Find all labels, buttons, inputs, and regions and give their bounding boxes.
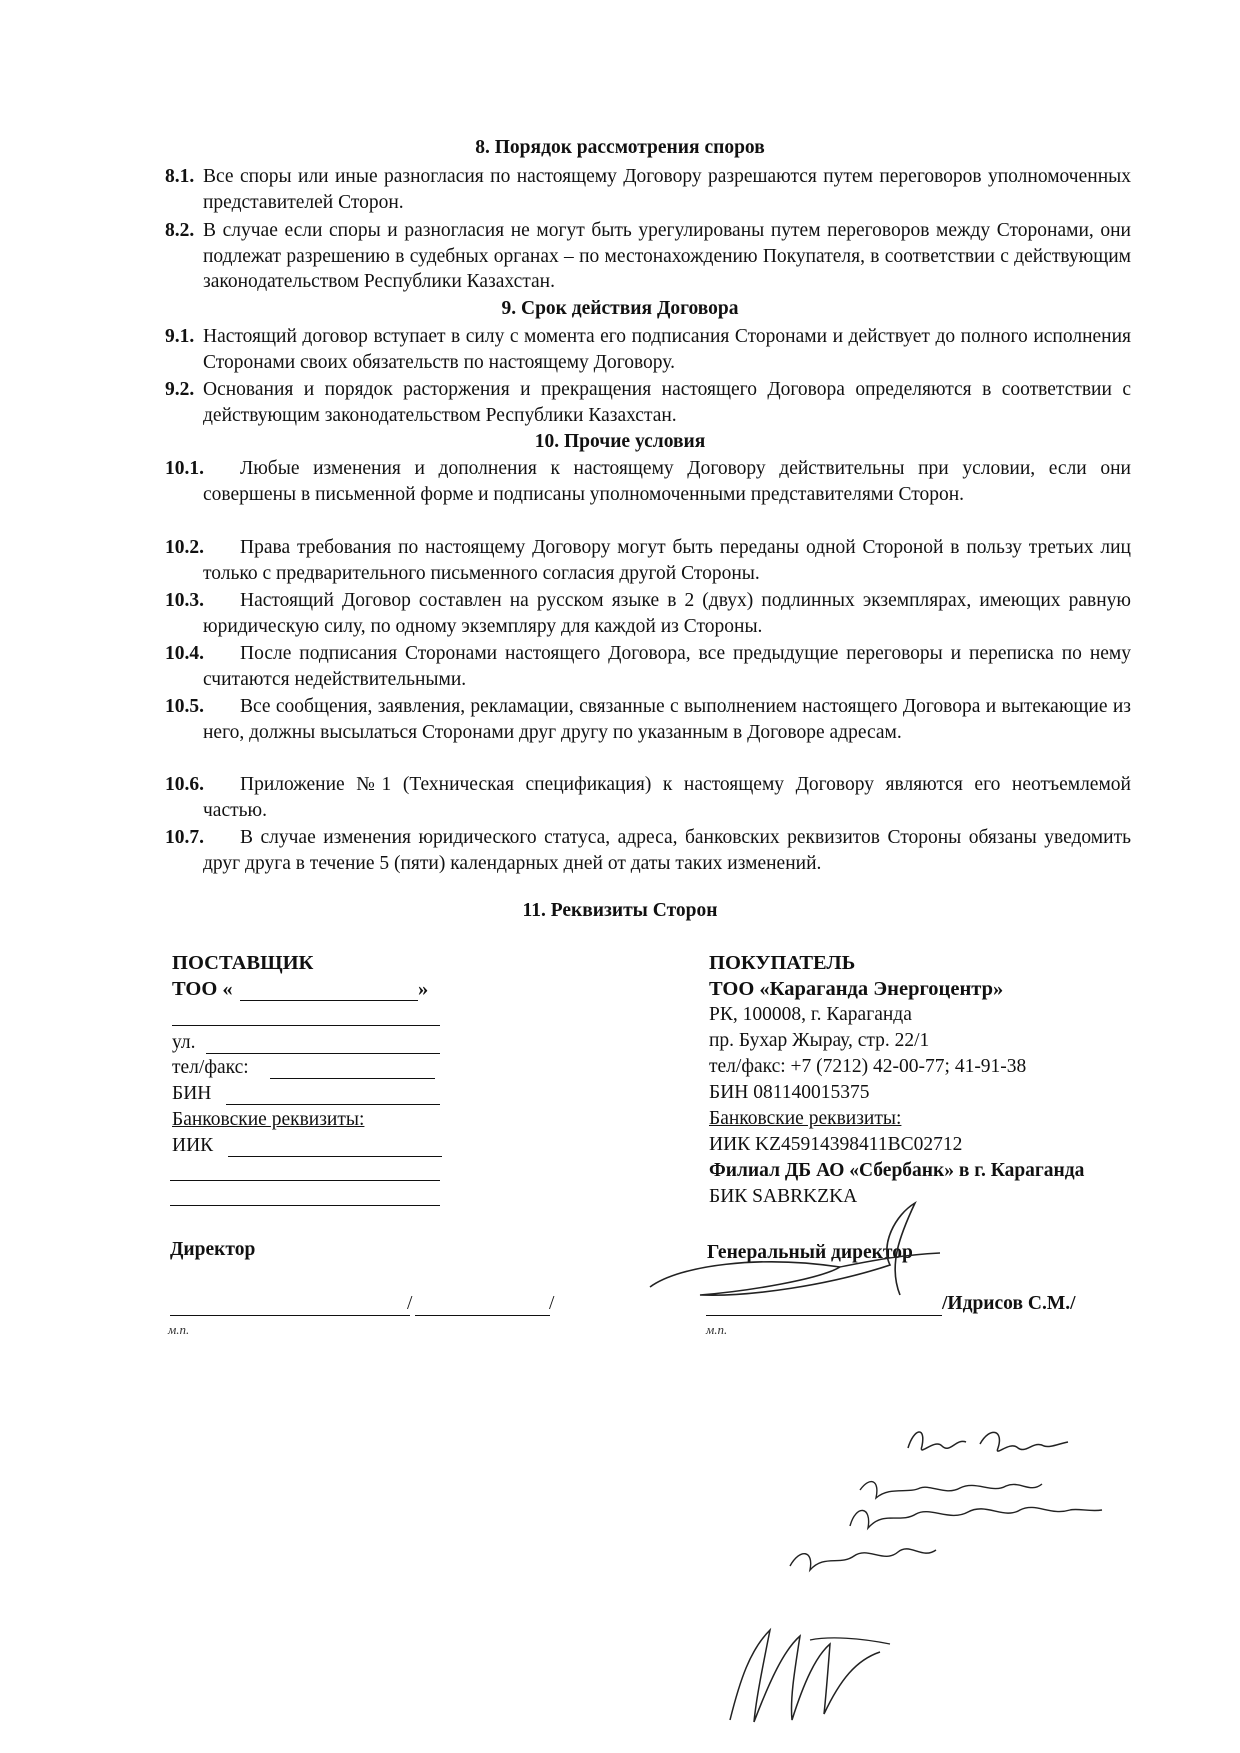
supplier-iik-line (228, 1156, 442, 1157)
supplier-street-line (206, 1053, 440, 1054)
buyer-signer-name: /Идрисов С.М./ (942, 1293, 1076, 1314)
clause-number: 10.5. (165, 696, 204, 717)
buyer-org: ТОО «Караганда Энергоцентр» (709, 978, 1004, 1000)
supplier-org-open: ТОО « (172, 978, 233, 1000)
handwritten-signature-bottom-icon (700, 1610, 900, 1730)
clause-9-2 (165, 377, 1131, 428)
clause-9-1 (165, 324, 1131, 375)
clause-text: В случае изменения юридического статуса, адреса, банковских реквизитов Стороны обязаны уведомить друг друга в течение 5 (пяти) календарных дней от даты таких изменений. (203, 827, 1131, 874)
clause-text: В случае если споры и разногласия не могут быть урегулированы путем переговоров между Сторонами, они подлежат разрешению в судебных органах – по местонахождению Покупателя, в соответствии с действующим законодательством Республики Казахстан. (203, 220, 1131, 292)
supplier-bin-label: БИН (172, 1083, 212, 1104)
clause-text: Права требования по настоящему Договору могут быть переданы одной Стороной в пользу третьих лиц только с предварительного письменного согласия другой Стороны. (203, 537, 1131, 584)
section-8-title: 8. Порядок рассмотрения споров (475, 137, 765, 158)
supplier-org-close: » (418, 978, 429, 1000)
buyer-phone: тел/факс: +7 (7212) 42-00-77; 41-91-38 (709, 1056, 1027, 1077)
buyer-address-1: РК, 100008, г. Караганда (709, 1004, 912, 1025)
clause-10-7 (165, 825, 1131, 876)
supplier-street-label: ул. (172, 1032, 196, 1053)
clause-10-1 (165, 456, 1131, 507)
buyer-sign-line (706, 1315, 942, 1316)
buyer-bik: БИК SABRKZKA (709, 1186, 858, 1207)
director-signature-icon (640, 1195, 960, 1305)
clause-10-6 (165, 772, 1131, 823)
supplier-slash-2: / (549, 1293, 555, 1314)
supplier-phone-line (270, 1078, 435, 1079)
clause-8-1 (165, 164, 1131, 215)
supplier-slash-1: / (407, 1293, 413, 1314)
supplier-position: Директор (170, 1239, 256, 1260)
clause-text: Приложение №1 (Техническая спецификация) к настоящему Договору являются его неотъемлемой частью. (203, 774, 1131, 821)
supplier-org-line (240, 1000, 418, 1001)
clause-text: После подписания Сторонами настоящего Договора, все предыдущие переговоры и переписка по нему считаются недействительными. (203, 643, 1131, 690)
supplier-bank-line-1 (170, 1180, 440, 1181)
buyer-branch: Филиал ДБ АО «Сбербанк» в г. Караганда (709, 1160, 1085, 1181)
buyer-address-2: пр. Бухар Жырау, стр. 22/1 (709, 1030, 930, 1051)
clause-number: 10.4. (165, 643, 204, 664)
clause-text: Все споры или иные разногласия по настоящему Договору разрешаются путем переговоров уполномоченных представителей Сторон. (203, 166, 1131, 213)
handwritten-initials-icon (900, 1418, 1080, 1468)
supplier-name-line (415, 1315, 550, 1316)
supplier-stamp-place: м.п. (168, 1322, 190, 1337)
buyer-bank-label: Банковские реквизиты: (709, 1108, 902, 1129)
clause-text: Настоящий договор вступает в силу с момента его подписания Сторонами и действует до полного исполнения Сторонами своих обязательств по настоящему Договору. (203, 326, 1131, 373)
clause-number: 8.1. (165, 166, 195, 187)
supplier-sign-line (170, 1315, 410, 1316)
clause-10-4 (165, 641, 1131, 692)
clause-10-5 (165, 694, 1131, 745)
handwritten-approvals-icon (780, 1470, 1110, 1590)
buyer-bin: БИН 081140015375 (709, 1082, 870, 1103)
clause-text: Основания и порядок расторжения и прекращения настоящего Договора определяются в соответствии с действующим законодательством Республики Казахстан. (203, 379, 1131, 426)
clause-number: 9.1. (165, 326, 195, 347)
buyer-iik: ИИК KZ4591439841​1BC02712 (709, 1134, 963, 1155)
clause-number: 10.7. (165, 827, 204, 848)
supplier-bank-line-2 (170, 1205, 440, 1206)
buyer-stamp-place: м.п. (706, 1322, 728, 1337)
clause-8-2 (165, 218, 1131, 295)
section-10-title: 10. Прочие условия (534, 431, 706, 452)
section-9-title: 9. Срок действия Договора (501, 298, 739, 319)
clause-number: 10.1. (165, 458, 204, 479)
supplier-phone-label: тел/факс: (172, 1057, 249, 1078)
clause-text: Настоящий Договор составлен на русском языке в 2 (двух) подлинных экземплярах, имеющих равную юридическую силу, по одному экземпляру для каждой из Стороны. (203, 590, 1131, 637)
buyer-heading: ПОКУПАТЕЛЬ (709, 952, 856, 974)
supplier-blank-line (172, 1025, 440, 1026)
clause-text: Все сообщения, заявления, рекламации, связанные с выполнением настоящего Договора и вытекающие из него, должны высылаться Сторонами друг другу по указанным в Договоре адресам. (203, 696, 1131, 743)
supplier-bin-line (226, 1104, 440, 1105)
clause-number: 10.6. (165, 774, 204, 795)
section-11-title: 11. Реквизиты Сторон (522, 900, 718, 921)
clause-number: 10.3. (165, 590, 204, 611)
supplier-bank-label: Банковские реквизиты: (172, 1109, 365, 1130)
clause-number: 10.2. (165, 537, 204, 558)
clause-number: 8.2. (165, 220, 195, 241)
clause-text: Любые изменения и дополнения к настоящему Договору действительны при условии, если они совершены в письменной форме и подписаны уполномоченными представителями Сторон. (203, 458, 1131, 505)
clause-10-3 (165, 588, 1131, 639)
clause-number: 9.2. (165, 379, 195, 400)
clause-10-2 (165, 535, 1131, 586)
supplier-iik-label: ИИК (172, 1135, 214, 1156)
supplier-heading: ПОСТАВЩИК (172, 952, 314, 974)
buyer-position: Генеральный директор (707, 1242, 913, 1263)
